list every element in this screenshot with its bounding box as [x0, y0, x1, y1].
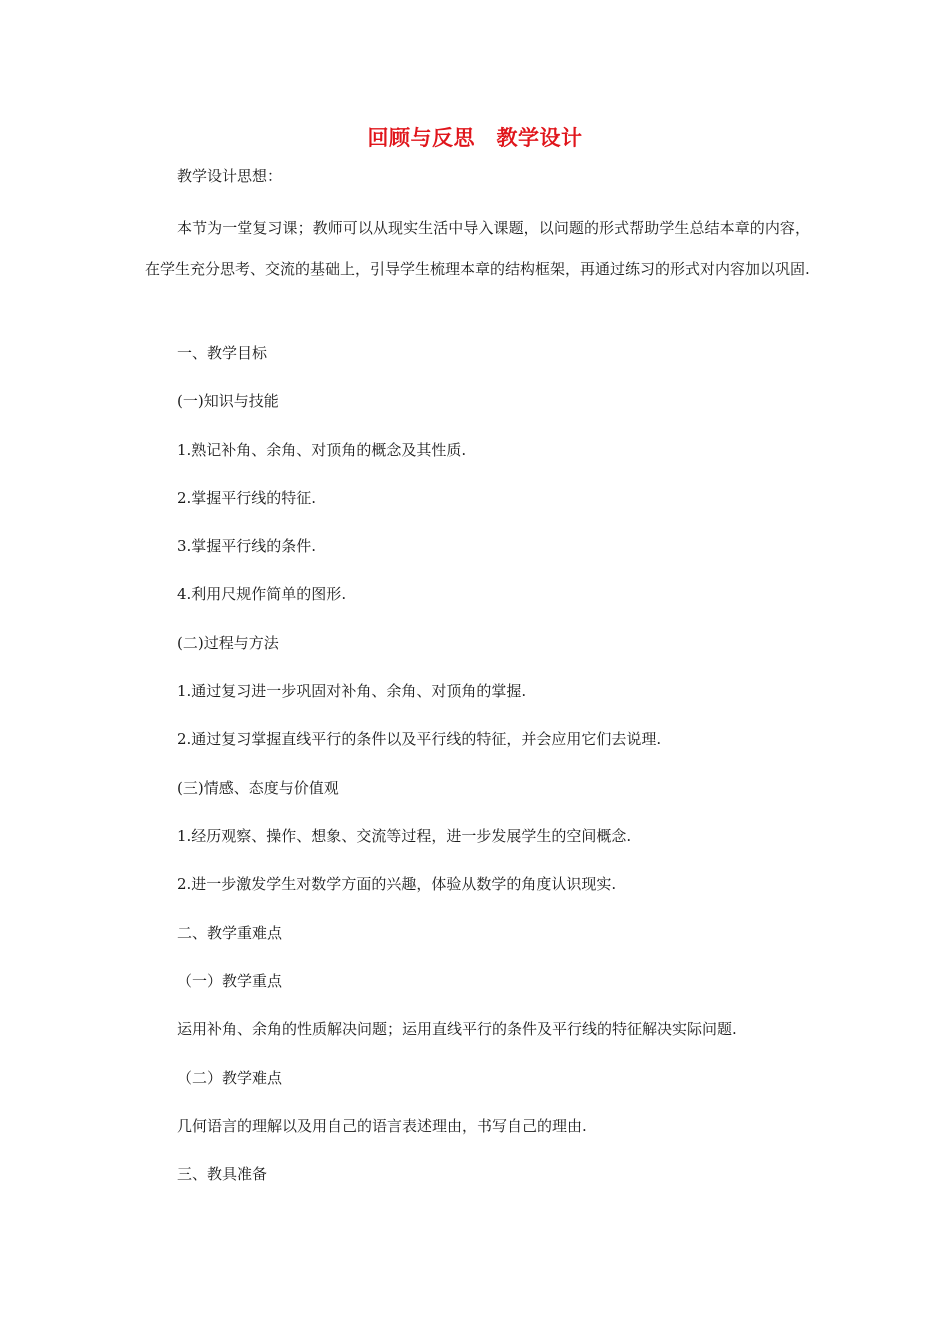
- list-item: 1.熟记补角、余角、对顶角的概念及其性质.: [177, 441, 467, 459]
- list-item: 4.利用尺规作简单的图形.: [177, 585, 347, 603]
- section-teaching-aids-heading: 三、教具准备: [177, 1165, 268, 1183]
- list-item: 3.掌握平行线的条件.: [177, 537, 317, 555]
- key-points-text: 运用补角、余角的性质解决问题；运用直线平行的条件及平行线的特征解决实际问题.: [177, 1020, 737, 1038]
- intro-paragraph: 本节为一堂复习课；教师可以从现实生活中导入课题，以问题的形式帮助学生总结本章的内容，在学生充分思考、交流的基础上，引导学生梳理本章的结构框架，再通过练习的形式对内容加以巩固.: [145, 219, 810, 278]
- subsection-knowledge-skills-heading: (一)知识与技能: [177, 392, 279, 410]
- subsection-difficult-points-heading: （二）教学难点: [177, 1069, 283, 1087]
- list-item: 1.通过复习进一步巩固对补角、余角、对顶角的掌握.: [177, 682, 527, 700]
- list-item: 1.经历观察、操作、想象、交流等过程，进一步发展学生的空间概念.: [177, 827, 632, 845]
- design-idea-heading: 教学设计思想：: [177, 167, 283, 185]
- section-key-difficult-points-heading: 二、教学重难点: [177, 924, 283, 942]
- subsection-key-points-heading: （一）教学重点: [177, 972, 283, 990]
- difficult-points-text: 几何语言的理解以及用自己的语言表述理由，书写自己的理由.: [177, 1117, 587, 1135]
- list-item: 2.进一步激发学生对数学方面的兴趣，体验从数学的角度认识现实.: [177, 875, 617, 893]
- subsection-emotion-values-heading: (三)情感、态度与价值观: [177, 779, 339, 797]
- section-teaching-goals-heading: 一、教学目标: [177, 344, 268, 362]
- subsection-process-method-heading: (二)过程与方法: [177, 634, 279, 652]
- list-item: 2.通过复习掌握直线平行的条件以及平行线的特征，并会应用它们去说理.: [177, 730, 662, 748]
- document-title: 回顾与反思 教学设计: [367, 125, 583, 150]
- list-item: 2.掌握平行线的特征.: [177, 489, 317, 507]
